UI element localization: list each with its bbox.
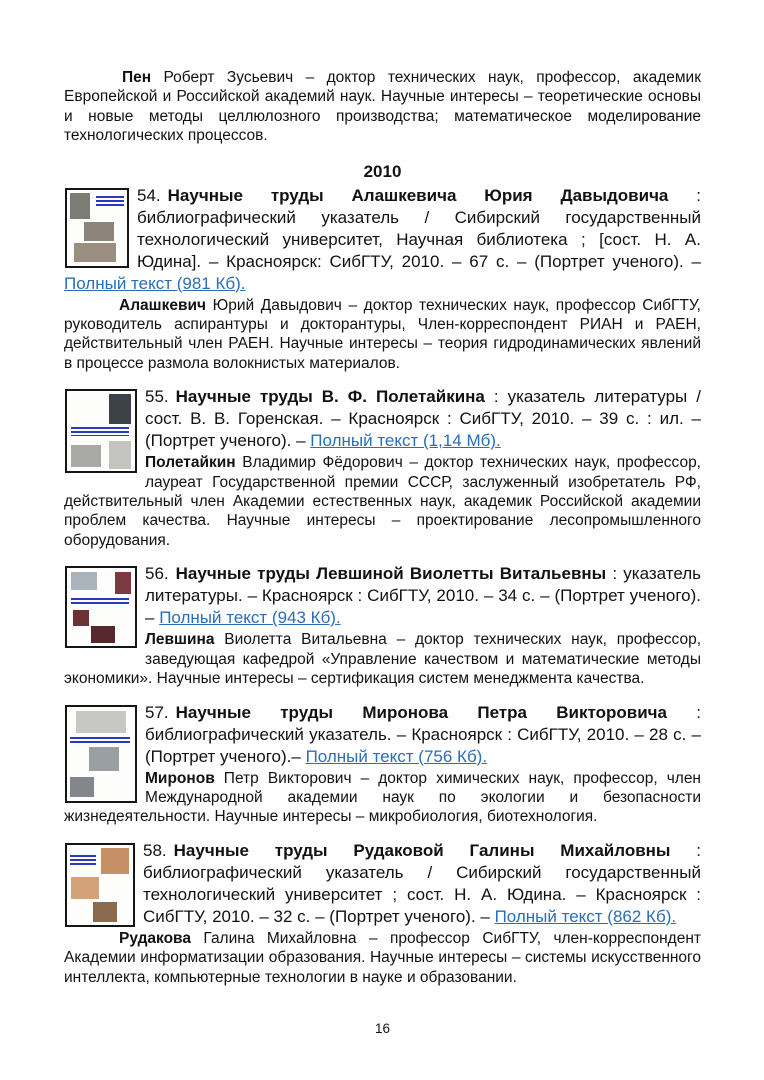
cover-photo — [84, 222, 114, 241]
book-cover-thumbnail — [65, 389, 137, 473]
full-text-link[interactable]: Полный текст (943 Кб). — [159, 608, 341, 628]
description-text: Петр Викторович – доктор химических наук, профессор, член Международной академии наук по экологии и безопасности жизнедеятельности. Научные интересы – микробиология, биотехнология. — [64, 769, 701, 826]
entry-title: Научные труды В. Ф. Полетайкина — [175, 387, 485, 407]
intro-paragraph — [64, 68, 701, 146]
cover-photo — [71, 445, 101, 467]
cover-photo — [109, 441, 131, 469]
entry-title: Научные труды Алашкевича Юрия Давыдовича — [167, 185, 669, 205]
entry-description — [64, 296, 701, 374]
cover-title-text — [70, 737, 130, 743]
cover-title-text — [70, 855, 96, 867]
bibliography-entry — [64, 702, 701, 827]
intro-surname: Пен — [122, 69, 152, 86]
page-number: 16 — [374, 1020, 391, 1036]
entry-description — [64, 453, 701, 550]
entry-description — [64, 769, 701, 827]
cover-photo — [71, 572, 97, 590]
bibliography-entry — [64, 840, 701, 987]
citation-text: : указатель литературы / сост. В. В. Горенская. – Красноярск : СибГТУ, 2010. – 39 с. : ил. – (Портрет ученого). – — [145, 387, 701, 451]
person-surname: Полетайкин — [145, 454, 236, 472]
bibliography-entry — [64, 563, 701, 688]
person-surname: Рудакова — [119, 929, 191, 947]
citation-text: : библиографический указатель. – Красноярск : СибГТУ, 2010. – 28 с. – (Портрет ученого).– — [145, 702, 701, 766]
citation — [64, 386, 701, 452]
description-text: Юрий Давыдович – доктор технических наук, профессор СибГТУ, руководитель аспирантуры и докторантуры, Член-корреспондент РИАН и РАЕН, действительный член РАЕН. Научные интересы – теория гидродинамических явлений в процессе размола волокнистых материалов. — [64, 296, 701, 372]
entry-title: Научные труды Миронова Петра Викторовича — [175, 702, 667, 722]
citation — [64, 563, 701, 629]
book-cover-thumbnail — [65, 705, 137, 803]
cover-photo — [89, 747, 119, 771]
entry-description — [64, 929, 701, 987]
full-text-link[interactable]: Полный текст (1,14 Мб). — [310, 431, 501, 451]
entry-number: 55. — [145, 387, 169, 407]
person-surname: Левшина — [145, 631, 215, 649]
full-text-link[interactable]: Полный текст (981 Кб). — [64, 273, 246, 293]
description-text: Галина Михайловна – профессор СибГТУ, член-корреспондент Академии информатизации образования. Научные интересы – системы искусственного интеллекта, компьютерные технологии в науке и образовании. — [64, 929, 701, 986]
person-surname: Миронов — [145, 769, 215, 787]
cover-photo — [70, 193, 90, 219]
person-surname: Алашкевич — [119, 296, 207, 314]
cover-title-text — [71, 427, 129, 436]
citation — [64, 185, 701, 295]
cover-photo — [73, 610, 89, 626]
intro-text: Роберт Зусьевич – доктор технических наук, профессор, академик Европейской и Российской академий наук. Научные интересы – теоретические основы и новые методы целлюлозного производства; математическое моделирование технологических процессов. — [64, 69, 701, 145]
cover-photo — [71, 877, 99, 899]
full-text-link[interactable]: Полный текст (862 Кб). — [494, 906, 677, 926]
entry-title: Научные труды Рудаковой Галины Михайловны — [173, 840, 671, 860]
entry-description — [64, 630, 701, 688]
citation-text: : библиографический указатель / Сибирский государственный технологический университет, Научная библиотека ; [сост. Н. А. Юдина]. – Красноярск: СибГТУ, 2010. – 67 с. – (Портрет ученого). – — [137, 185, 701, 271]
full-text-link[interactable]: Полный текст (756 Кб). — [305, 746, 488, 766]
entry-number: 57. — [145, 702, 169, 722]
citation-text: : указатель литературы. – Красноярск : СибГТУ, 2010. – 34 с. – (Портрет ученого). – — [145, 564, 701, 628]
book-cover-thumbnail — [65, 188, 129, 268]
cover-photo — [101, 848, 129, 874]
year-heading: 2010 — [363, 161, 402, 181]
citation-text: : библиографический указатель / Сибирский государственный технологический университет ; сост. Н. А. Юдина. – Красноярск : СибГТУ, 2010. – 32 с. – (Портрет ученого). – — [143, 840, 701, 926]
citation — [64, 702, 701, 768]
cover-photo — [74, 243, 116, 262]
cover-photo — [93, 902, 117, 922]
bibliography-entry — [64, 386, 701, 550]
cover-photo — [115, 572, 131, 594]
bibliography-entry — [64, 185, 701, 374]
description-text: Виолетта Витальевна – доктор технических наук, профессор, заведующая кафедрой «Управление качеством и математические методы экономики». Научные интересы – сертификация систем менеджмента качества. — [64, 631, 701, 688]
book-cover-thumbnail — [65, 843, 135, 927]
description-text: Владимир Фёдорович – доктор технических наук, профессор, лауреат Государственной премии СССР, заслуженный изобретатель РФ, действительный член Академии естественных наук, академик Российской академии проблем качества. Научные интересы – проектирование лесопромышленного оборудования. — [64, 454, 701, 549]
citation — [64, 840, 701, 928]
cover-photo — [70, 777, 94, 797]
entry-title: Научные труды Левшиной Виолетты Витальевны — [175, 564, 607, 584]
cover-photo — [91, 626, 115, 643]
cover-title-text — [71, 598, 129, 606]
cover-photo — [76, 711, 126, 733]
book-cover-thumbnail — [65, 566, 137, 648]
cover-title-text — [96, 196, 124, 206]
entry-number: 54. — [137, 185, 161, 205]
entry-number: 58. — [143, 840, 167, 860]
cover-photo — [109, 394, 131, 424]
entry-number: 56. — [145, 564, 169, 584]
